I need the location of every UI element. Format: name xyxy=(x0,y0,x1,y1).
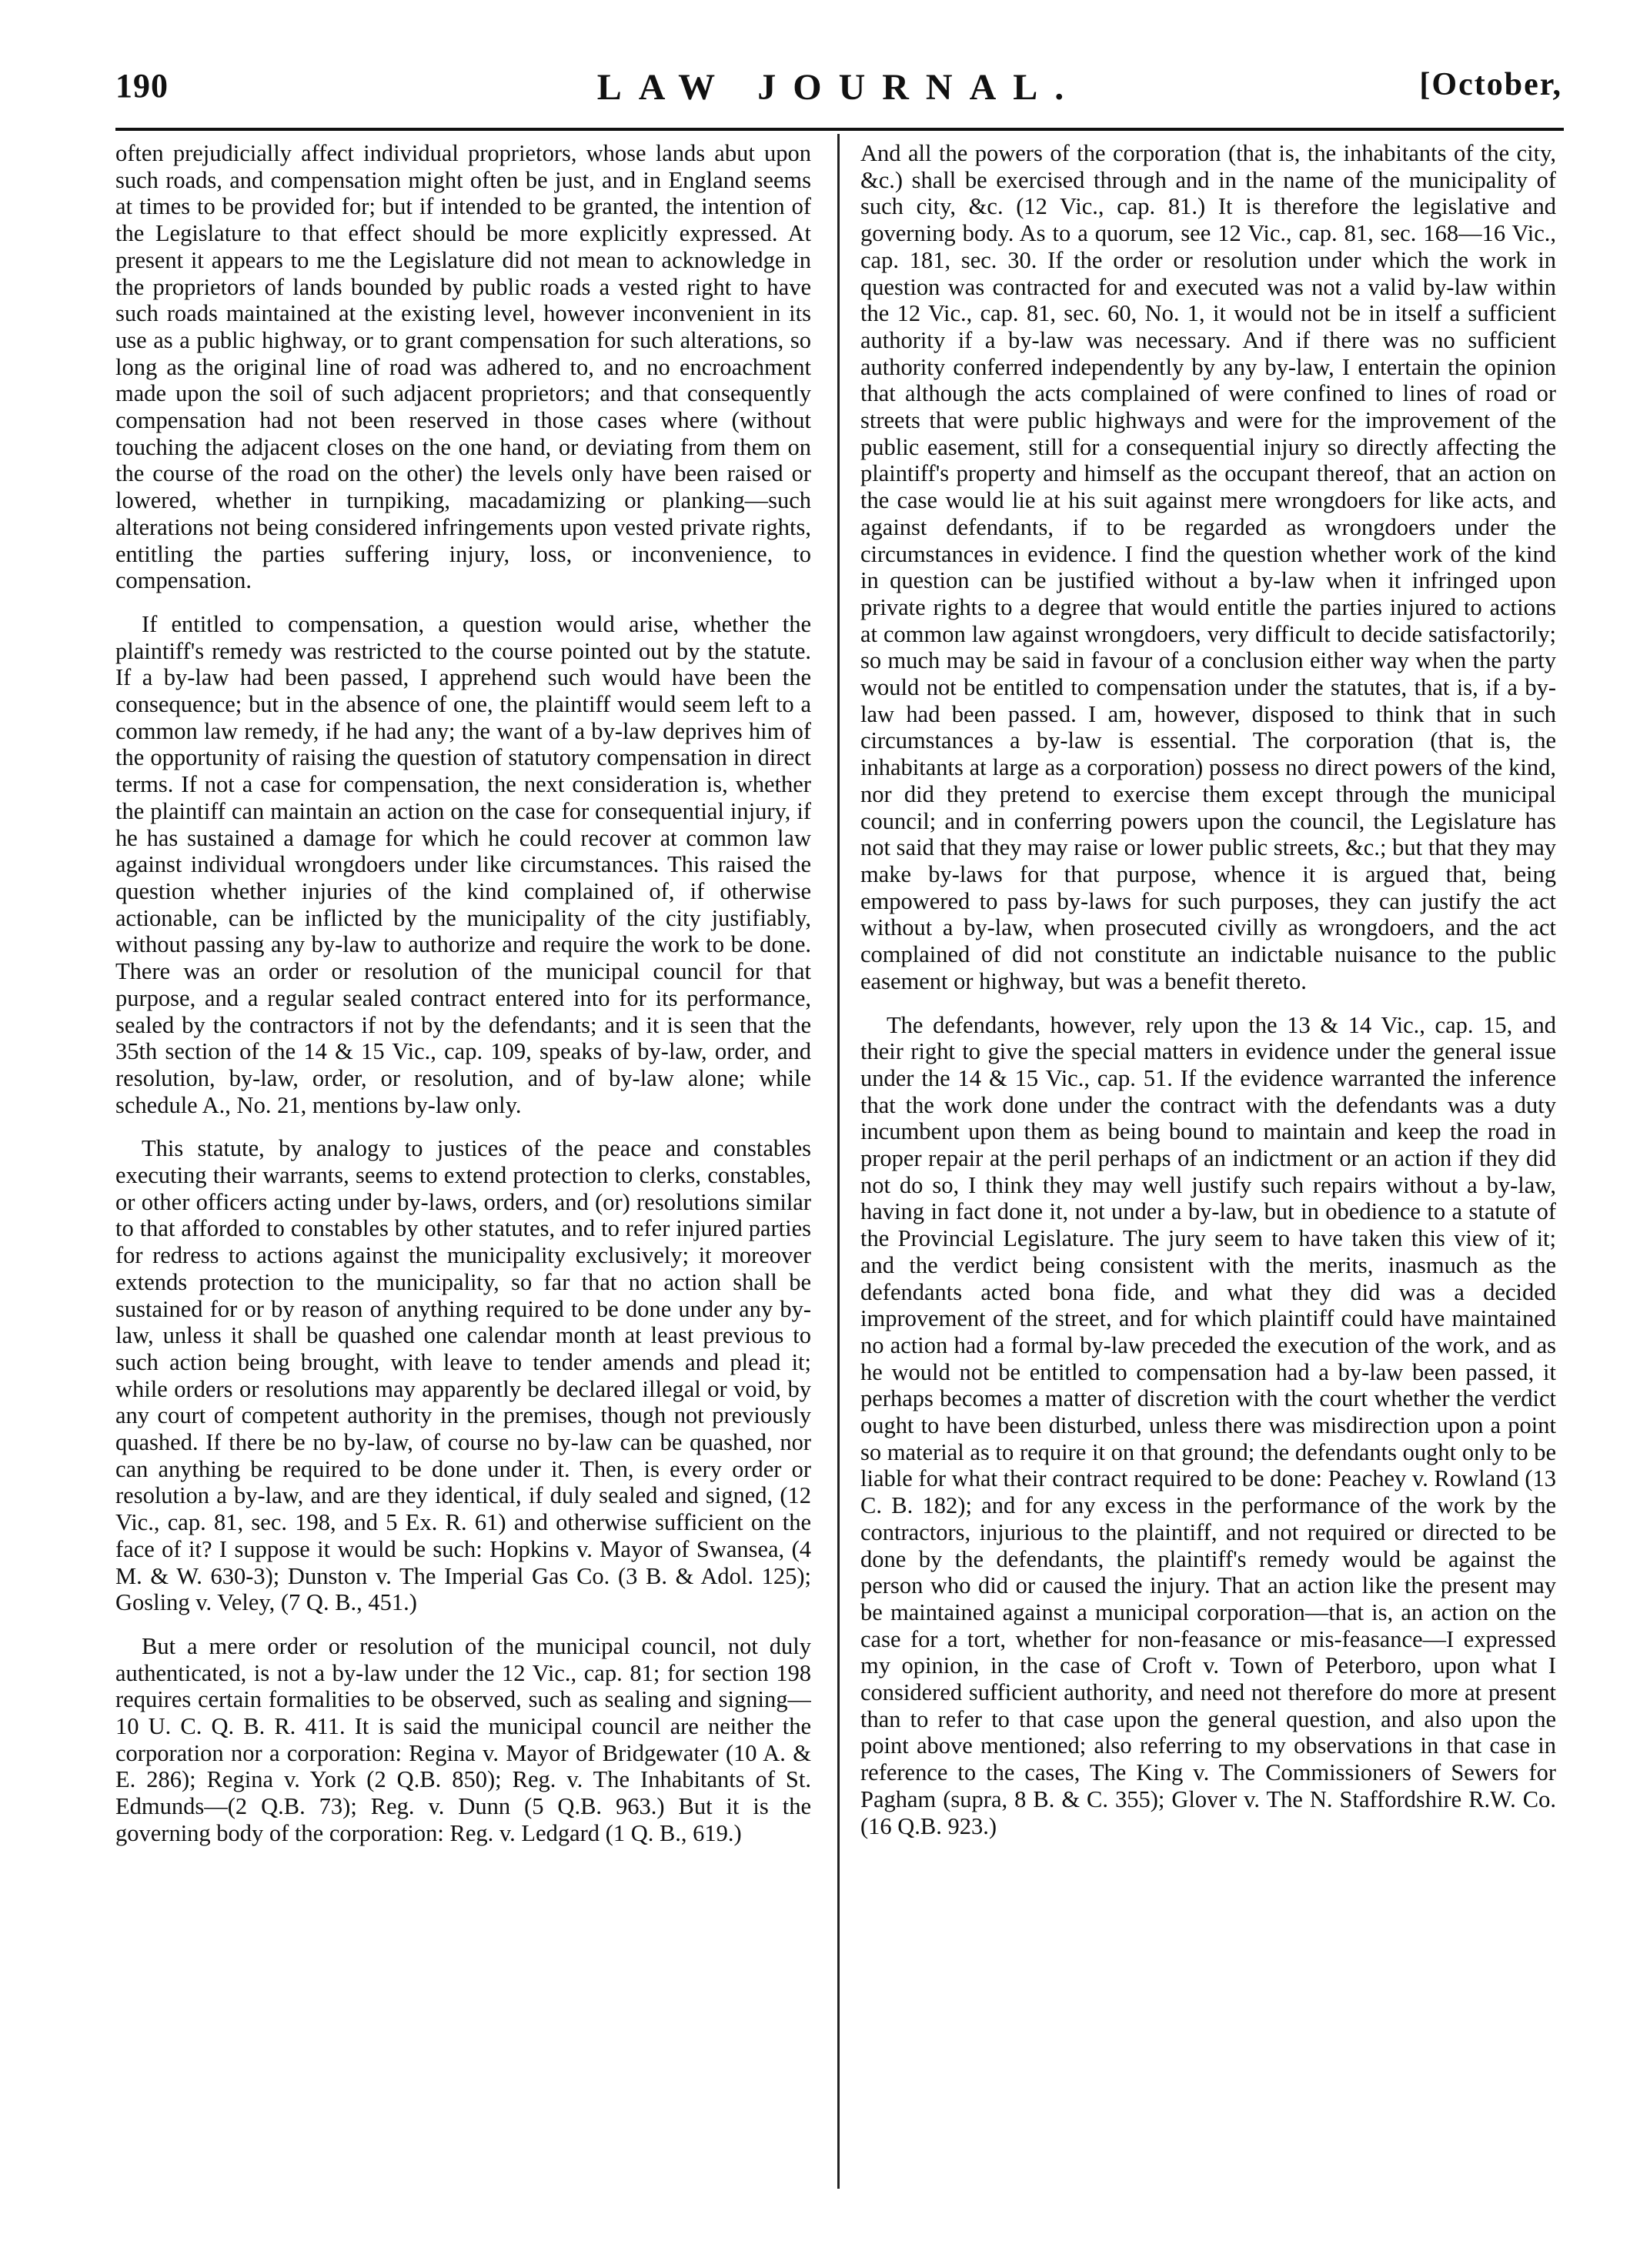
left-paragraph-2: If entitled to compensation, a question would arise, whether the plaintiff's remedy was restricted to the course pointed out by the statute. If a by-law had been passed, I apprehend such would have been the consequence; but in the absence of one, the plaintiff would seem left to a common law remedy, if he had any; the want of a by-law deprives him of the opportunity of raising the question of statutory compensation in direct terms. If not a case for compensation, the next consideration is, whether the plaintiff can maintain an action on the case for consequential injury, if he has sustained a damage for which he could recover at common law against individual wrongdoers under like circumstances. This raised the question whether injuries of the kind complained of, if otherwise actionable, can be inflicted by the municipality of the city justifiably, without passing any by-law to authorize and require the work to be done. There was an order or resolution of the municipal council for that purpose, and a regular sealed contract entered into for its performance, sealed by the contractors if not by the defendants; and it is seen that the 35th section of the 14 & 15 Vic., cap. 109, speaks of by-law, order, and resolution, by-law, order, or resolution, and of by-law alone; while schedule A., No. 21, mentions by-law only. xyxy=(115,610,811,1118)
header-rule xyxy=(115,128,1564,131)
right-column xyxy=(860,140,1556,2187)
left-paragraph-1: often prejudicially affect individual proprietors, whose lands abut upon such roads, and compensation might often be just, and in England seems at times to be provided for; but if intended to be granted, the intention of the Legislature to that effect should be more explicitly expressed. At present it appears to me the Legislature did not mean to acknowledge in the proprietors of lands bounded by public roads a vested right to have such roads maintained at the existing level, however inconvenient in its use as a public highway, or to grant compensation for such alterations, so long as the original line of road was adhered to, and no encroachment made upon the soil of such adjacent proprietors; and that consequently compensation had not been reserved in those cases where (without touching the adjacent closes on the one hand, or deviating from them on the course of the road on the other) the levels only have been raised or lowered, whether in turnpiking, macadamizing or planking—such alterations not being considered infringements upon vested private rights, entitling the parties suffering injury, loss, or inconvenience, to compensation. xyxy=(115,140,811,594)
page-number: 190 xyxy=(115,67,169,105)
running-header xyxy=(115,66,1562,120)
right-paragraph-2: The defendants, however, rely upon the 13 & 14 Vic., cap. 15, and their right to give the special matters in evidence under the general issue under the 14 & 15 Vic., cap. 51. If the evidence warranted the inference that the work done under the contract with the defendants was a duty incumbent upon them as being bound to maintain and keep the road in proper repair at the peril perhaps of an indictment or an action if they did not do so, I think they may well justify such repairs without a by-law, having in fact done it, not under a by-law, but in obedience to a statute of the Provincial Legislature. The jury seem to have taken this view of it; and the verdict being consistent with the merits, inasmuch as the defendants acted bona fide, and what they did was a decided improvement of the street, and for which plaintiff could have maintained no action had a formal by-law preceded the execution of the work, and as he would not be entitled to compensation had a by-law been passed, it perhaps becomes a matter of discretion with the court whether the verdict ought to have been disturbed, unless there was misdirection upon a point so material as to require it on that ground; the defendants ought only to be liable for what their contract required to be done: Peachey v. Rowland (13 C. B. 182); and for any excess in the performance of the work by the contractors, injurious to the plaintiff, and not required or directed to be done by the defendants, the plaintiff's remedy would be against the person who did or caused the injury. That an action like the present may be maintained against a municipal corporation—that is, an action on the case for a tort, whether for non-feasance or mis-feasance—I expressed my opinion, in the case of Croft v. Town of Peterboro, upon what I considered sufficient authority, and need not therefore do more at present than to refer to that case upon the general question, and also upon the point above mentioned; also referring to my observations in that case in reference to the cases, The King v. The Commissioners of Sewers for Pagham (supra, 8 B. & C. 355); Glover v. The N. Staffordshire R.W. Co. (16 Q.B. 923.) xyxy=(860,1011,1556,1839)
running-title: LAW JOURNAL. xyxy=(596,67,1081,108)
column-divider xyxy=(837,134,840,2189)
right-paragraph-1: And all the powers of the corporation (that is, the inhabitants of the city, &c.) shall be exercised through and in the name of the municipality of such city, &c. (12 Vic., cap. 81.) It is therefore the legislative and governing body. As to a quorum, see 12 Vic., cap. 81, sec. 168—16 Vic., cap. 181, sec. 30. If the order or resolution under which the work in question was contracted for and executed was not a valid by-law within the 12 Vic., cap. 81, sec. 60, No. 1, it would not be in itself a sufficient authority if a by-law was necessary. And if there was no sufficient authority conferred independently by any by-law, I entertain the opinion that although the acts complained of were confined to lines of road or streets that were public highways and were for the improvement of the public easement, still for a consequential injury so directly affecting the plaintiff's property and himself as the occupant thereof, that an action on the case would lie at his suit against mere wrongdoers for like acts, and against defendants, if to be regarded as wrongdoers under the circumstances in evidence. I find the question whether work of the kind in question can be justified without a by-law when it infringed upon private rights to a degree that would entitle the parties injured to actions at common law against wrongdoers, very difficult to decide satisfactorily; so much may be said in favour of a conclusion either way when the party would not be entitled to compensation under the statutes, that is, if a by-law had been passed. I am, however, disposed to think that in such circumstances a by-law is essential. The corporation (that is, the inhabitants at large as a corporation) possess no direct powers of the kind, nor did they pretend to exercise them except through the municipal council; and in conferring powers upon the council, the Legislature has not said that they may raise or lower public streets, &c.; but that they may make by-laws for that purpose, whence it is argued that, being empowered to pass by-laws for such purposes, they can justify the act without a by-law, when prosecuted civilly as wrongdoers, and the act complained of did not constitute an indictable nuisance to the public easement or highway, but was a benefit thereto. xyxy=(860,140,1556,994)
running-month: [October, xyxy=(1419,67,1562,102)
left-column xyxy=(115,140,811,2187)
left-paragraph-3: This statute, by analogy to justices of the peace and constables executing their warrants, seems to extend protection to clerks, constables, or other officers acting under by-laws, orders, and (or) resolutions similar to that afforded to constables by other statutes, and to refer injured parties for redress to actions against the municipality exclusively; it moreover extends protection to the municipality, so far that no action shall be sustained for or by reason of anything required to be done under any by-law, unless it shall be quashed one calendar month at least previous to such action being brought, with leave to tender amends and plead it; while orders or resolutions may apparently be declared illegal or void, by any court of competent authority in the premises, though not previously quashed. If there be no by-law, of course no by-law can be quashed, nor can anything be required to be done under it. Then, is every order or resolution a by-law, and are they identical, if duly sealed and signed, (12 Vic., cap. 81, sec. 198, and 5 Ex. R. 61) and otherwise sufficient on the face of it? I suppose it would be such: Hopkins v. Mayor of Swansea, (4 M. & W. 630-3); Dunston v. The Imperial Gas Co. (3 B. & Adol. 125); Gosling v. Veley, (7 Q. B., 451.) xyxy=(115,1135,811,1616)
left-paragraph-4: But a mere order or resolution of the municipal council, not duly authenticated, is not a by-law under the 12 Vic., cap. 81; for section 198 requires certain formalities to be observed, such as sealing and signing—10 U. C. Q. B. R. 411. It is said the municipal council are neither the corporation nor a corporation: Regina v. Mayor of Bridgewater (10 A. & E. 286); Regina v. York (2 Q.B. 850); Reg. v. The Inhabitants of St. Edmunds—(2 Q.B. 73); Reg. v. Dunn (5 Q.B. 963.) But it is the governing body of the corporation: Reg. v. Ledgard (1 Q. B., 619.) xyxy=(115,1632,811,1846)
